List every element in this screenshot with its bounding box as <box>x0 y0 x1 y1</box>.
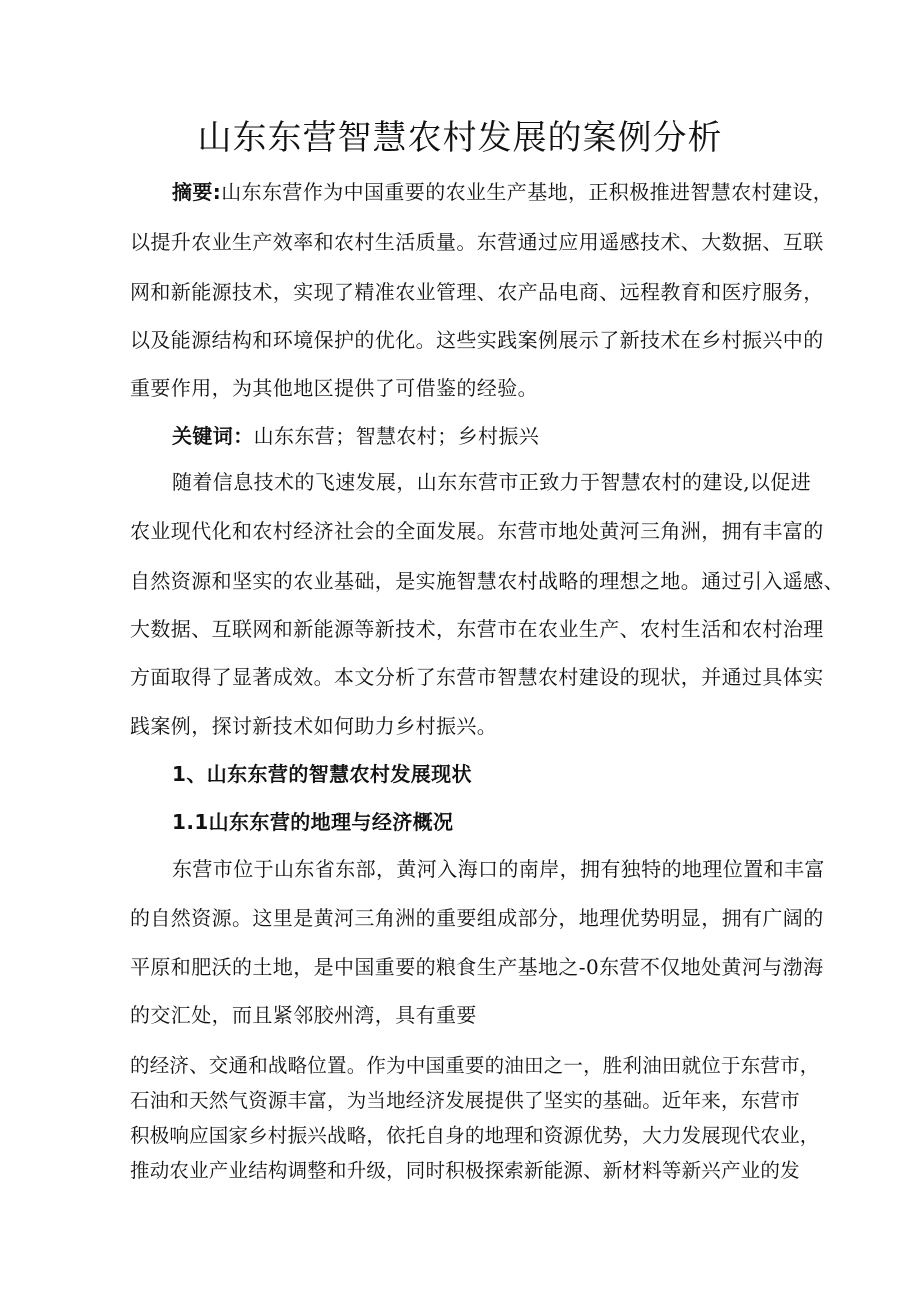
section-1-1-line-4: 的交汇处，而且紧邻胶州湾，具有重要 <box>130 1003 477 1027</box>
abstract-line-5: 重要作用，为其他地区提供了可借鉴的经验。 <box>130 376 538 400</box>
intro-line-1: 随着信息技术的飞速发展，山东东营市正致力于智慧农村的建设,以促进 <box>172 470 812 494</box>
continuation-line-3: 积极响应国家乡村振兴战略，依托自身的地理和资源优势，大力发展现代农业， <box>130 1124 820 1147</box>
keywords-line <box>172 422 539 450</box>
abstract-line-3: 网和新能源技术，实现了精准农业管理、农产品电商、远程教育和医疗服务， <box>130 280 824 304</box>
keywords-text: 山东东营；智慧农村；乡村振兴 <box>253 424 540 448</box>
abstract-line-1 <box>172 178 833 206</box>
abstract-text: 山东东营作为中国重要的农业生产基地，正积极推进智慧农村建设， <box>221 180 834 204</box>
continuation-line-4: 推动农业产业结构调整和升级，同时积极探索新能源、新材料等新兴产业的发 <box>130 1159 800 1182</box>
intro-line-6: 践案例，探讨新技术如何助力乡村振兴。 <box>130 714 498 738</box>
continuation-line-2: 石油和天然气资源丰富，为当地经济发展提供了坚实的基础。近年来，东营市 <box>130 1089 800 1112</box>
abstract-label: 摘要: <box>172 180 222 204</box>
intro-line-5: 方面取得了显著成效。本文分析了东营市智慧农村建设的现状，并通过具体实 <box>130 665 824 689</box>
section-1-1-heading: 1.1山东东营的地理与经济概况 <box>172 810 454 834</box>
section-1-1-line-1: 东营市位于山东省东部，黄河入海口的南岸，拥有独特的地理位置和丰富 <box>172 857 825 881</box>
abstract-line-4: 以及能源结构和环境保护的优化。这些实践案例展示了新技术在乡村振兴中的 <box>130 328 824 352</box>
intro-line-2: 农业现代化和农村经济社会的全面发展。东营市地处黄河三角洲，拥有丰富的 <box>130 519 824 543</box>
section-1-1-line-3: 平原和肥沃的土地，是中国重要的粮食生产基地之-0东营不仅地处黄河与渤海 <box>130 955 824 979</box>
continuation-line-1: 的经济、交通和战略位置。作为中国重要的油田之一，胜利油田就位于东营市， <box>130 1054 820 1077</box>
section-1-heading: 1、山东东营的智慧农村发展现状 <box>172 762 472 786</box>
intro-line-4: 大数据、互联网和新能源等新技术，东营市在农业生产、农村生活和农村治理 <box>130 617 824 641</box>
intro-line-3: 自然资源和坚实的农业基础，是实施智慧农村战略的理想之地。通过引入遥感、 <box>130 569 844 593</box>
abstract-line-2: 以提升农业生产效率和农村生活质量。东营通过应用遥感技术、大数据、互联 <box>130 230 824 254</box>
page-title: 山东东营智慧农村发展的案例分析 <box>197 118 723 158</box>
section-1-1-line-2: 的自然资源。这里是黄河三角洲的重要组成部分，地理优势明显，拥有广阔的 <box>130 906 824 930</box>
keywords-label: 关键词： <box>172 424 254 448</box>
